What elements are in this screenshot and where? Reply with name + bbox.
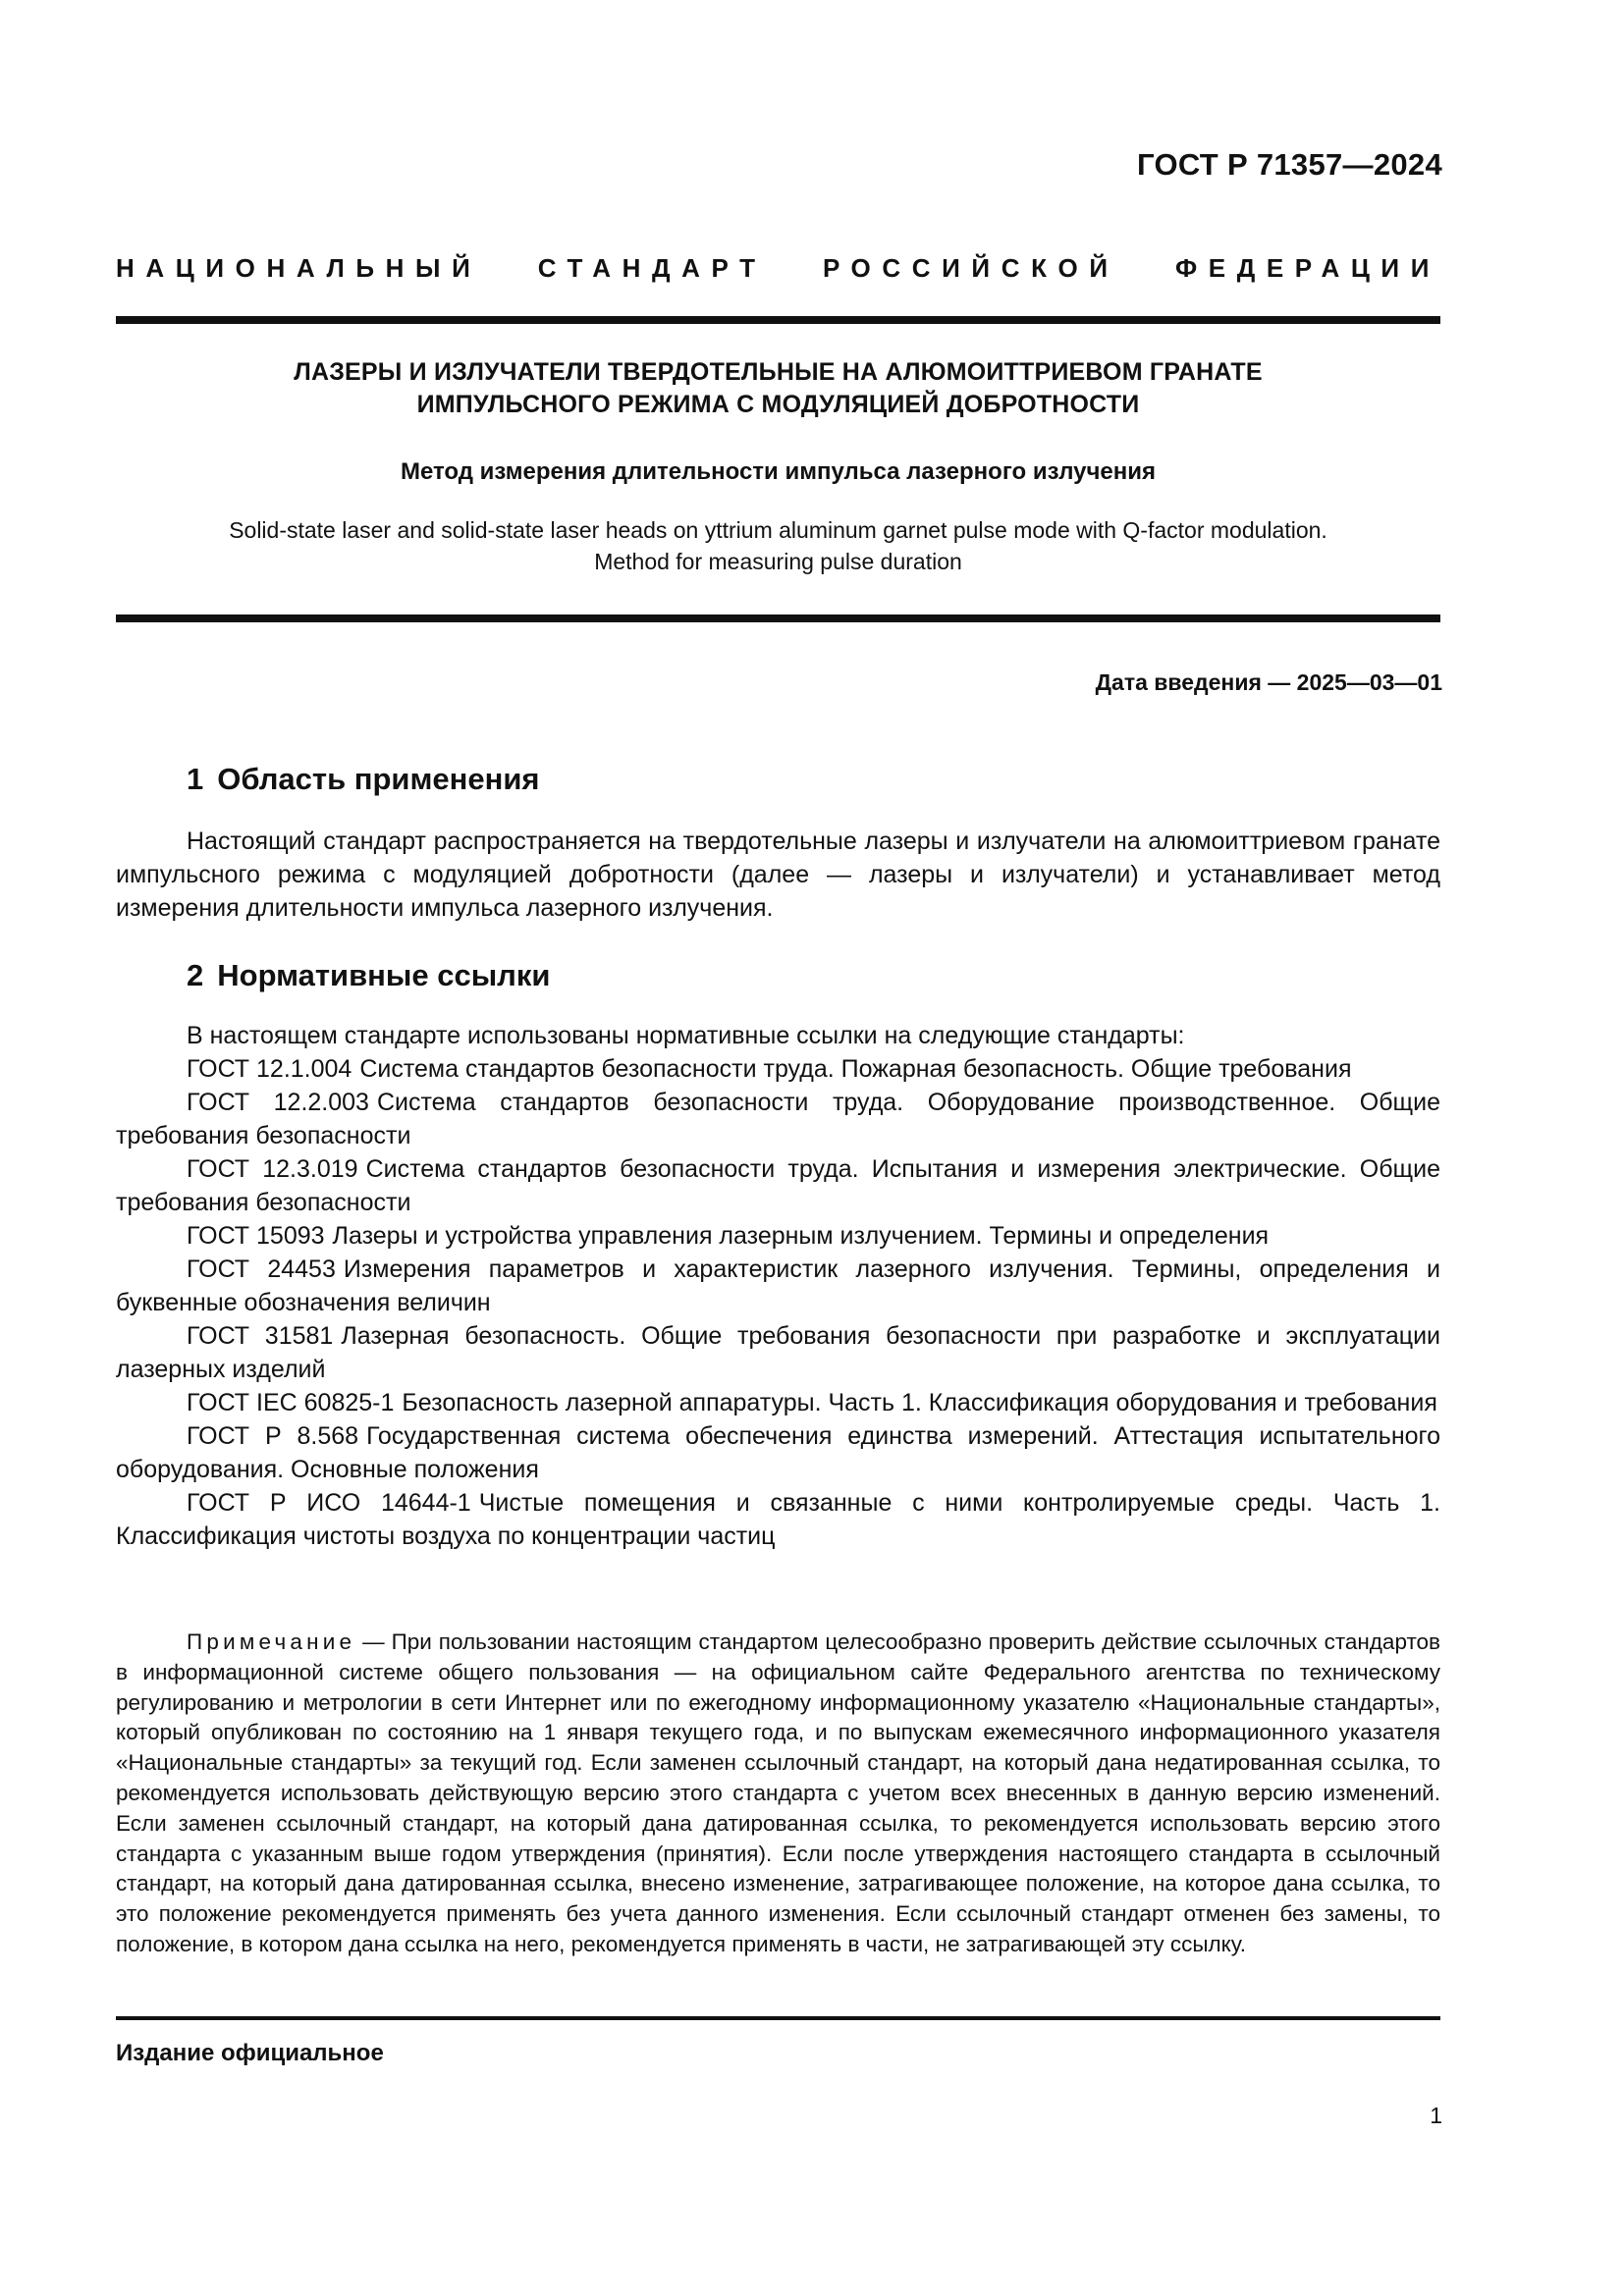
reference-title: Чистые помещения и связанные с ними контролируемые среды. Часть 1. Классификация чистоты воздуха по концентрации частиц — [116, 1489, 1440, 1550]
reference-code: ГОСТ 24453 — [187, 1255, 336, 1283]
reference-item — [116, 1152, 1440, 1219]
section-2-heading — [187, 958, 550, 993]
reference-code: ГОСТ 31581 — [187, 1322, 334, 1350]
section-1-number: 1 — [187, 762, 204, 796]
section-1-title: Область применения — [217, 762, 540, 796]
reference-item — [116, 1319, 1440, 1386]
document-code: ГОСТ Р 71357—2024 — [1137, 147, 1442, 182]
section-1-body — [116, 825, 1440, 925]
section-2-title: Нормативные ссылки — [217, 958, 551, 992]
reference-code: ГОСТ Р 8.568 — [187, 1422, 359, 1450]
reference-item — [116, 1386, 1440, 1419]
reference-code: ГОСТ 12.3.019 — [187, 1155, 358, 1183]
reference-title: Система стандартов безопасности труда. Оборудование производственное. Общие требования безопасности — [116, 1089, 1440, 1149]
reference-title: Система стандартов безопасности труда. Испытания и измерения электрические. Общие требования безопасности — [116, 1155, 1440, 1216]
reference-title: Государственная система обеспечения единства измерений. Аттестация испытательного оборудования. Основные положения — [116, 1422, 1440, 1483]
reference-code: ГОСТ 12.2.003 — [187, 1089, 369, 1116]
reference-code: ГОСТ 12.1.004 — [187, 1055, 352, 1083]
note-label: Примечание — [187, 1629, 356, 1654]
english-title-line-2: Method for measuring pulse duration — [594, 549, 962, 574]
reference-title: Лазерная безопасность. Общие требования безопасности при разработке и эксплуатации лазерных изделий — [116, 1322, 1441, 1383]
english-title-line-1: Solid-state laser and solid-state laser heads on yttrium aluminum garnet pulse mode with Q-factor modulation. — [229, 517, 1327, 543]
top-divider — [116, 316, 1440, 324]
introduction-date: Дата введения — 2025—03—01 — [1095, 669, 1442, 695]
title-line-1: ЛАЗЕРЫ И ИЗЛУЧАТЕЛИ ТВЕРДОТЕЛЬНЫЕ НА АЛЮМОИТТРИЕВОМ ГРАНАТЕ — [294, 358, 1263, 386]
bottom-divider — [116, 2016, 1440, 2020]
normative-references — [116, 1019, 1440, 1553]
reference-code: ГОСТ IEC 60825-1 — [187, 1389, 395, 1416]
document-subtitle: Метод измерения длительности импульса лазерного излучения — [400, 458, 1157, 485]
reference-code: ГОСТ 15093 — [187, 1222, 325, 1250]
national-standard-heading: НАЦИОНАЛЬНЫЙ СТАНДАРТ РОССИЙСКОЙ ФЕДЕРАЦИИ — [116, 253, 1440, 283]
reference-item — [116, 1219, 1440, 1253]
english-title — [116, 514, 1440, 577]
title-line-2: ИМПУЛЬСНОГО РЕЖИМА С МОДУЛЯЦИЕЙ ДОБРОТНОСТИ — [416, 391, 1140, 418]
reference-item — [116, 1052, 1440, 1086]
reference-title: Измерения параметров и характеристик лазерного излучения. Термины, определения и буквенные обозначения величин — [116, 1255, 1440, 1316]
references-intro: В настоящем стандарте использованы нормативные ссылки на следующие стандарты: — [187, 1022, 1185, 1049]
reference-title: Лазеры и устройства управления лазерным излучением. Термины и определения — [332, 1222, 1270, 1250]
reference-item — [116, 1086, 1440, 1152]
section-1-paragraph: Настоящий стандарт распространяется на твердотельные лазеры и излучатели на алюмоиттриевом гранате импульсного режима с модуляцией добротности (далее — лазеры и излучатели) и устанавливает метод измерения длительности импульса лазерного излучения. — [116, 828, 1440, 922]
reference-code: ГОСТ Р ИСО 14644-1 — [187, 1489, 471, 1517]
section-1-heading — [187, 762, 540, 797]
document-title — [116, 356, 1440, 421]
reference-title: Безопасность лазерной аппаратуры. Часть 1. Классификация оборудования и требования — [402, 1389, 1437, 1416]
page-number: 1 — [1430, 2103, 1442, 2128]
reference-title: Система стандартов безопасности труда. Пожарная безопасность. Общие требования — [359, 1055, 1352, 1083]
title-divider — [116, 614, 1440, 622]
reference-item — [116, 1486, 1440, 1553]
references-note — [116, 1628, 1440, 1960]
section-2-number: 2 — [187, 958, 204, 992]
official-edition-label: Издание официальное — [116, 2040, 384, 2066]
reference-item — [116, 1253, 1440, 1319]
reference-item — [116, 1419, 1440, 1486]
note-text: — При пользовании настоящим стандартом целесообразно проверить действие ссылочных стандартов в информационной системе общего пользования — на официальном сайте Федерального агентства по техническому регулированию и метрологии в сети Интернет или по ежегодному информационному указателю «Национальные стандарты», который опубликован по состоянию на 1 января текущего года, и по выпускам ежемесячного информационного указателя «Национальные стандарты» за текущий год. Если заменен ссылочный стандарт, на который дана недатированная ссылка, то рекомендуется использовать действующую версию этого стандарта с учетом всех внесенных в данную версию изменений. Если заменен ссылочный стандарт, на который дана датированная ссылка, то рекомендуется использовать версию этого стандарта с указанным выше годом утверждения (принятия). Если после утверждения настоящего стандарта в ссылочный стандарт, на который дана датированная ссылка, внесено изменение, затрагивающее положение, на которое дана ссылка, то это положение рекомендуется применять без учета данного изменения. Если ссылочный стандарт отменен без замены, то положение, в котором дана ссылка на него, рекомендуется применять в части, не затрагивающей эту ссылку. — [116, 1629, 1440, 1956]
